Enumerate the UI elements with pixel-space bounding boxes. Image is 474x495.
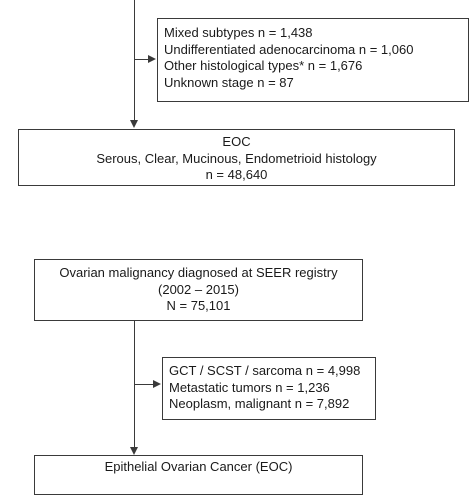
bottom-exclusion-box xyxy=(162,357,376,420)
top-exclusion-box xyxy=(157,18,469,102)
bottom-exclusion-connector xyxy=(134,384,153,385)
epithelial-arrowhead xyxy=(130,447,138,455)
top-exclusion-arrowhead xyxy=(148,55,156,63)
exclusion-line-other-histological: Other histological types* n = 1,676 xyxy=(164,58,363,73)
epithelial-ovarian-cancer-box xyxy=(34,455,363,495)
eoc-title: EOC xyxy=(222,134,251,149)
bottom-exclusion-arrowhead xyxy=(153,380,161,388)
eoc-arrowhead xyxy=(130,120,138,128)
top-flow-connector xyxy=(134,0,135,120)
exclusion-line-gct-scst-sarcoma: GCT / SCST / sarcoma n = 4,998 xyxy=(169,363,361,378)
epithelial-title: Epithelial Ovarian Cancer (EOC) xyxy=(104,459,293,474)
seer-title: Ovarian malignancy diagnosed at SEER registry xyxy=(59,265,338,280)
top-exclusion-connector xyxy=(134,59,148,60)
eoc-histology: Serous, Clear, Mucinous, Endometrioid histology xyxy=(96,150,377,166)
eoc-box xyxy=(18,129,455,186)
seer-years: (2002 – 2015) xyxy=(158,281,239,297)
exclusion-line-undifferentiated: Undifferentiated adenocarcinoma n = 1,060 xyxy=(164,41,414,57)
exclusion-line-unknown-stage: Unknown stage n = 87 xyxy=(164,74,294,90)
eoc-count: n = 48,640 xyxy=(205,167,268,182)
seer-count: N = 75,101 xyxy=(166,298,231,313)
exclusion-line-neoplasm: Neoplasm, malignant n = 7,892 xyxy=(169,396,350,411)
bottom-flow-connector xyxy=(134,321,135,451)
exclusion-line-mixed-subtypes: Mixed subtypes n = 1,438 xyxy=(164,25,313,40)
seer-registry-box xyxy=(34,259,363,321)
exclusion-line-metastatic: Metastatic tumors n = 1,236 xyxy=(169,379,330,395)
